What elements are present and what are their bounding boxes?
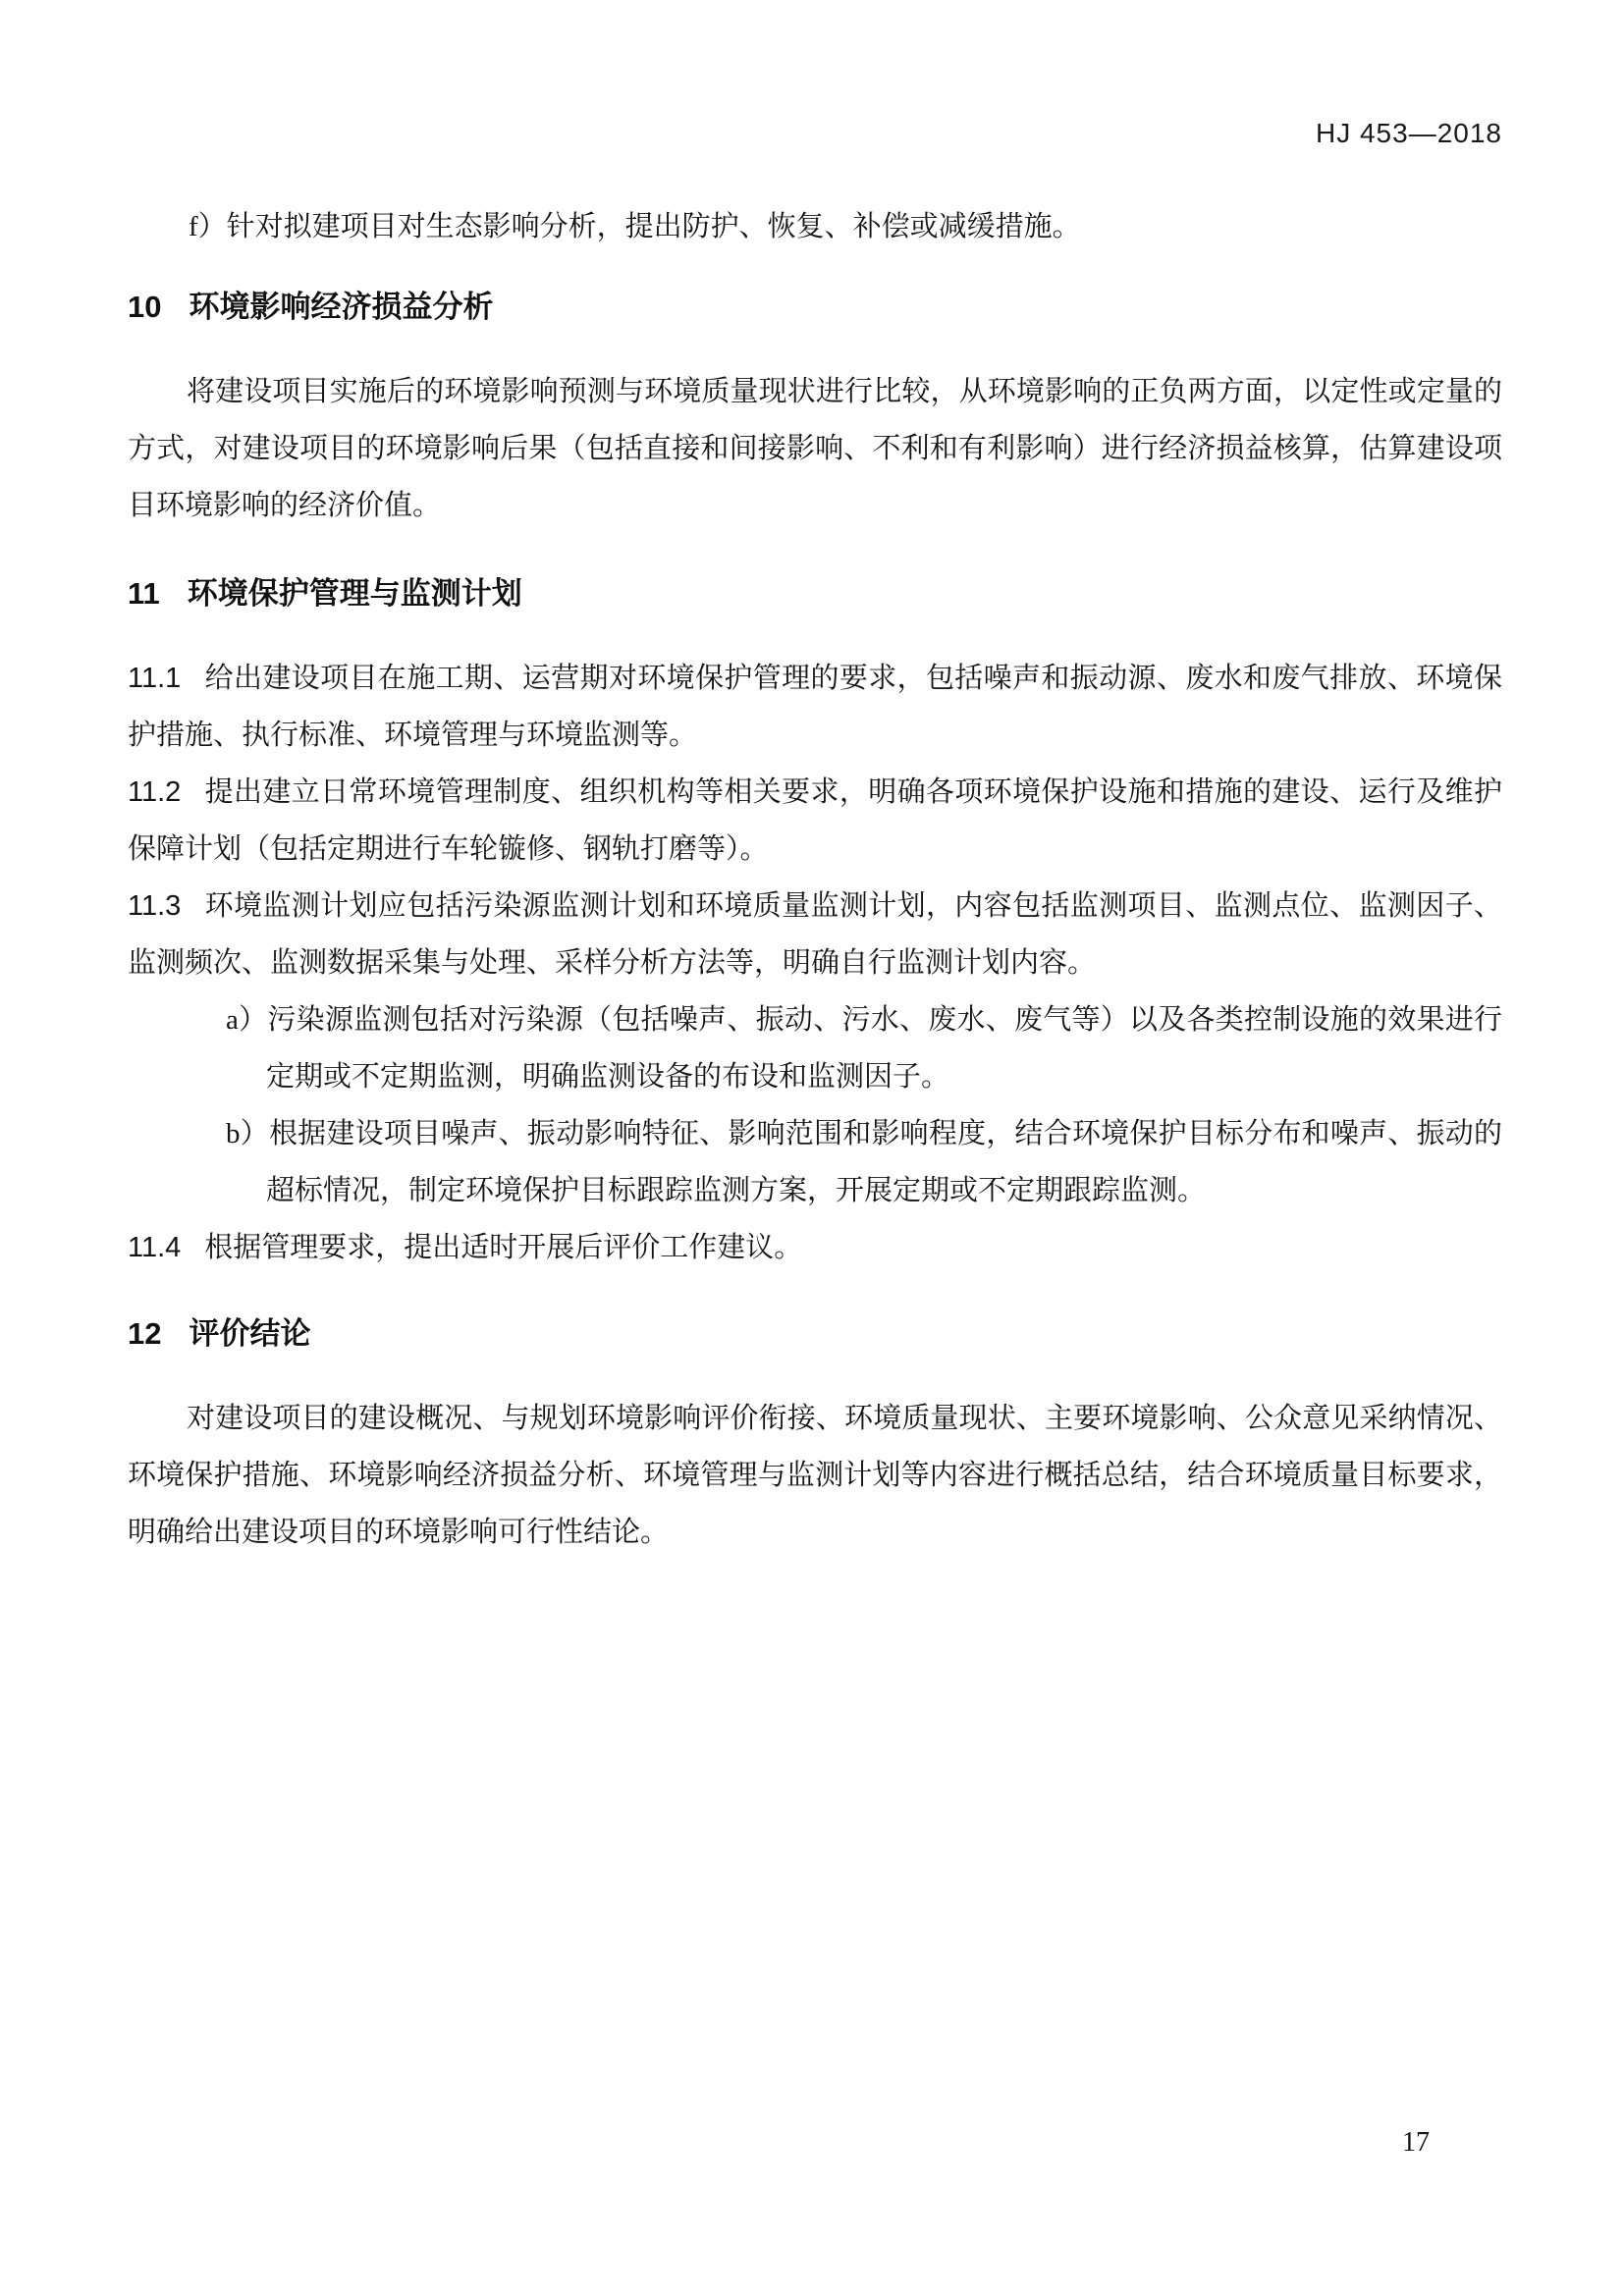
list-item-f: f）针对拟建项目对生态影响分析，提出防护、恢复、补偿或减缓措施。 bbox=[189, 211, 1081, 242]
list-item-b bbox=[226, 1105, 1502, 1219]
page-content bbox=[128, 114, 1502, 1561]
list-item-a-text: 污染源监测包括对污染源（包括噪声、振动、污水、废水、废气等）以及各类控制设施的效果进行定期或不定期监测，明确监测设备的布设和监测因子。 bbox=[266, 1004, 1502, 1093]
section-12-title: 评价结论 bbox=[189, 1316, 311, 1351]
section-10-title: 环境影响经济损益分析 bbox=[189, 290, 494, 324]
section-10-heading bbox=[128, 285, 1502, 330]
clause-11-3-number: 11.3 bbox=[128, 890, 182, 922]
clause-11-3-text: 环境监测计划应包括污染源监测计划和环境质量监测计划，内容包括监测项目、监测点位、监测因子、监测频次、监测数据采集与处理、采样分析方法等，明确自行监测计划内容。 bbox=[128, 890, 1502, 979]
section-12-number: 12 bbox=[128, 1316, 162, 1351]
section-10-number: 10 bbox=[128, 290, 162, 324]
page-number: 17 bbox=[1402, 2127, 1430, 2158]
clause-11-4-number: 11.4 bbox=[128, 1232, 182, 1263]
list-item-b-text: 根据建设项目噪声、振动影响特征、影响范围和影响程度，结合环境保护目标分布和噪声、振动的超标情况，制定环境保护目标跟踪监测方案，开展定期或不定期跟踪监测。 bbox=[266, 1118, 1502, 1206]
section-11-heading bbox=[128, 571, 1502, 616]
clause-11-3 bbox=[128, 878, 1502, 991]
section-12-paragraph: 对建设项目的建设概况、与规划环境影响评价衔接、环境质量现状、主要环境影响、公众意见采纳情况、环境保护措施、环境影响经济损益分析、环境管理与监测计划等内容进行概括总结，结合环境质量目标要求，明确给出建设项目的环境影响可行性结论。 bbox=[128, 1403, 1502, 1548]
clause-11-4 bbox=[128, 1219, 1502, 1276]
clause-11-2-text: 提出建立日常环境管理制度、组织机构等相关要求，明确各项环境保护设施和措施的建设、运行及维护保障计划（包括定期进行车轮镟修、钢轨打磨等）。 bbox=[128, 776, 1502, 865]
clause-11-4-text: 根据管理要求，提出适时开展后评价工作建议。 bbox=[204, 1232, 803, 1263]
header-doc-code: HJ 453—2018 bbox=[1315, 118, 1502, 148]
clause-11-2-number: 11.2 bbox=[128, 776, 182, 808]
list-item-a-label: a） bbox=[226, 1004, 268, 1036]
section-11-title: 环境保护管理与监测计划 bbox=[187, 576, 522, 611]
clause-11-1-text: 给出建设项目在施工期、运营期对环境保护管理的要求，包括噪声和振动源、废水和废气排放、环境保护措施、执行标准、环境管理与环境监测等。 bbox=[128, 663, 1502, 751]
clause-11-1 bbox=[128, 650, 1502, 764]
list-item-a bbox=[226, 991, 1502, 1105]
list-item-b-label: b） bbox=[226, 1118, 269, 1149]
section-12-heading bbox=[128, 1311, 1502, 1357]
clause-11-2 bbox=[128, 764, 1502, 878]
clause-11-1-number: 11.1 bbox=[128, 663, 182, 694]
section-10-paragraph: 将建设项目实施后的环境影响预测与环境质量现状进行比较，从环境影响的正负两方面，以定性或定量的方式，对建设项目的环境影响后果（包括直接和间接影响、不利和有利影响）进行经济损益核算，估算建设项目环境影响的经济价值。 bbox=[128, 376, 1502, 521]
section-11-number: 11 bbox=[128, 576, 160, 611]
